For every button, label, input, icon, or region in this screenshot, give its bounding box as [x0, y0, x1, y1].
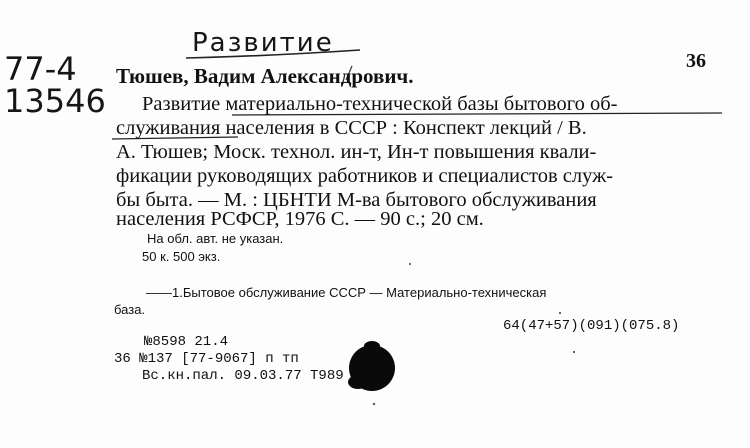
title-line: фикации руководящих работников и специалистов служ-: [116, 165, 614, 187]
ink-blot-part: [348, 375, 368, 389]
tracing-line: база.: [114, 302, 146, 317]
author-line: Тюшев, Вадим Александрович.: [116, 64, 414, 88]
control-line: №8598 21.4: [144, 334, 229, 350]
title-line: А. Тюшев; Моск. технол. ин-т, Ин-т повышения квали-: [116, 141, 597, 163]
title-line: служивания населения в СССР : Конспект лекций / В.: [116, 117, 587, 139]
shelf-mark-top: 77-4: [4, 50, 77, 88]
classification-index: 64(47+57)(091)(075.8): [503, 318, 680, 334]
speck: [409, 263, 411, 265]
title-line: населения РСФСР, 1976 С. — 90 с.; 20 см.: [116, 208, 484, 230]
control-line: 36 №137 [77-9067] п тп: [114, 351, 299, 367]
title-line: бы быта. — М. : ЦБНТИ М-ва бытового обслуживания: [116, 189, 597, 211]
note-line: На обл. авт. не указан.: [147, 231, 284, 246]
speck: [573, 351, 575, 353]
ink-blot-part: [364, 341, 380, 351]
note-line: 50 к. 500 экз.: [142, 249, 221, 264]
control-line: Вс.кн.пал. 09.03.77 Т989: [142, 368, 344, 384]
title-line: Развитие материально-технической базы бытового об-: [142, 93, 618, 115]
page-number: 36: [686, 50, 706, 72]
subject-heading: Развитие: [192, 28, 334, 58]
speck: [373, 403, 375, 405]
speck: [559, 312, 561, 314]
shelf-mark-bottom: 13546: [4, 82, 106, 120]
tracing-line: ——1.Бытовое обслуживание СССР — Материально-техническая: [146, 285, 547, 300]
